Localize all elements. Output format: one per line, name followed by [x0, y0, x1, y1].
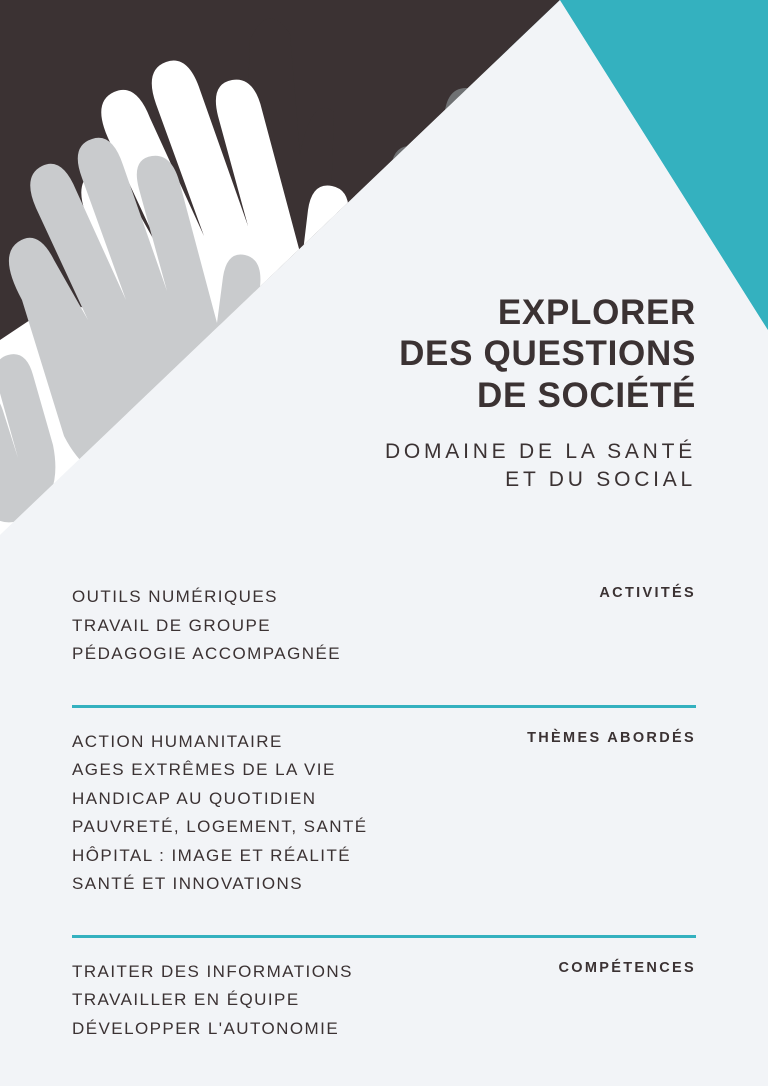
- list-item: TRAVAILLER EN ÉQUIPE: [72, 990, 300, 1010]
- list-item: OUTILS NUMÉRIQUES: [72, 587, 278, 606]
- list-item: PAUVRETÉ, LOGEMENT, SANTÉ: [72, 817, 368, 837]
- list-item: TRAITER DES INFORMATIONS: [72, 961, 353, 981]
- section-divider: [72, 705, 696, 708]
- list-item: AGES EXTRÊMES DE LA VIE: [72, 760, 336, 780]
- list-item: HANDICAP AU QUOTIDIEN: [72, 788, 317, 808]
- page-title: [226, 292, 696, 416]
- list-item: SANTÉ ET INNOVATIONS: [72, 874, 304, 894]
- section-themes-abordes: [72, 730, 696, 915]
- sections: [72, 585, 696, 1060]
- list-item: DÉVELOPPER L'AUTONOMIE: [72, 1019, 340, 1039]
- list-item: PÉDAGOGIE ACCOMPAGNÉE: [72, 644, 342, 664]
- title-line-1: EXPLORER: [497, 293, 696, 332]
- list-item: HÔPITAL : IMAGE ET RÉALITÉ: [72, 845, 352, 865]
- section-heading: ACTIVITÉS: [599, 585, 696, 601]
- list-item: ACTION HUMANITAIRE: [72, 731, 283, 751]
- title-block: [226, 292, 696, 495]
- subtitle-line-2: ET DU SOCIAL: [505, 468, 696, 492]
- section-heading: COMPÉTENCES: [558, 959, 696, 976]
- title-line-2: DES QUESTIONS: [399, 334, 696, 374]
- section-divider: [72, 935, 696, 938]
- subtitle-line-1: DOMAINE DE LA SANTÉ: [384, 439, 696, 463]
- section-heading: THÈMES ABORDÉS: [527, 729, 696, 746]
- section-competences: [72, 960, 696, 1060]
- section-activites: [72, 585, 696, 685]
- page-subtitle: [226, 438, 696, 495]
- section-list: [72, 728, 696, 899]
- list-item: TRAVAIL DE GROUPE: [72, 615, 272, 635]
- title-line-3: DE SOCIÉTÉ: [477, 375, 696, 415]
